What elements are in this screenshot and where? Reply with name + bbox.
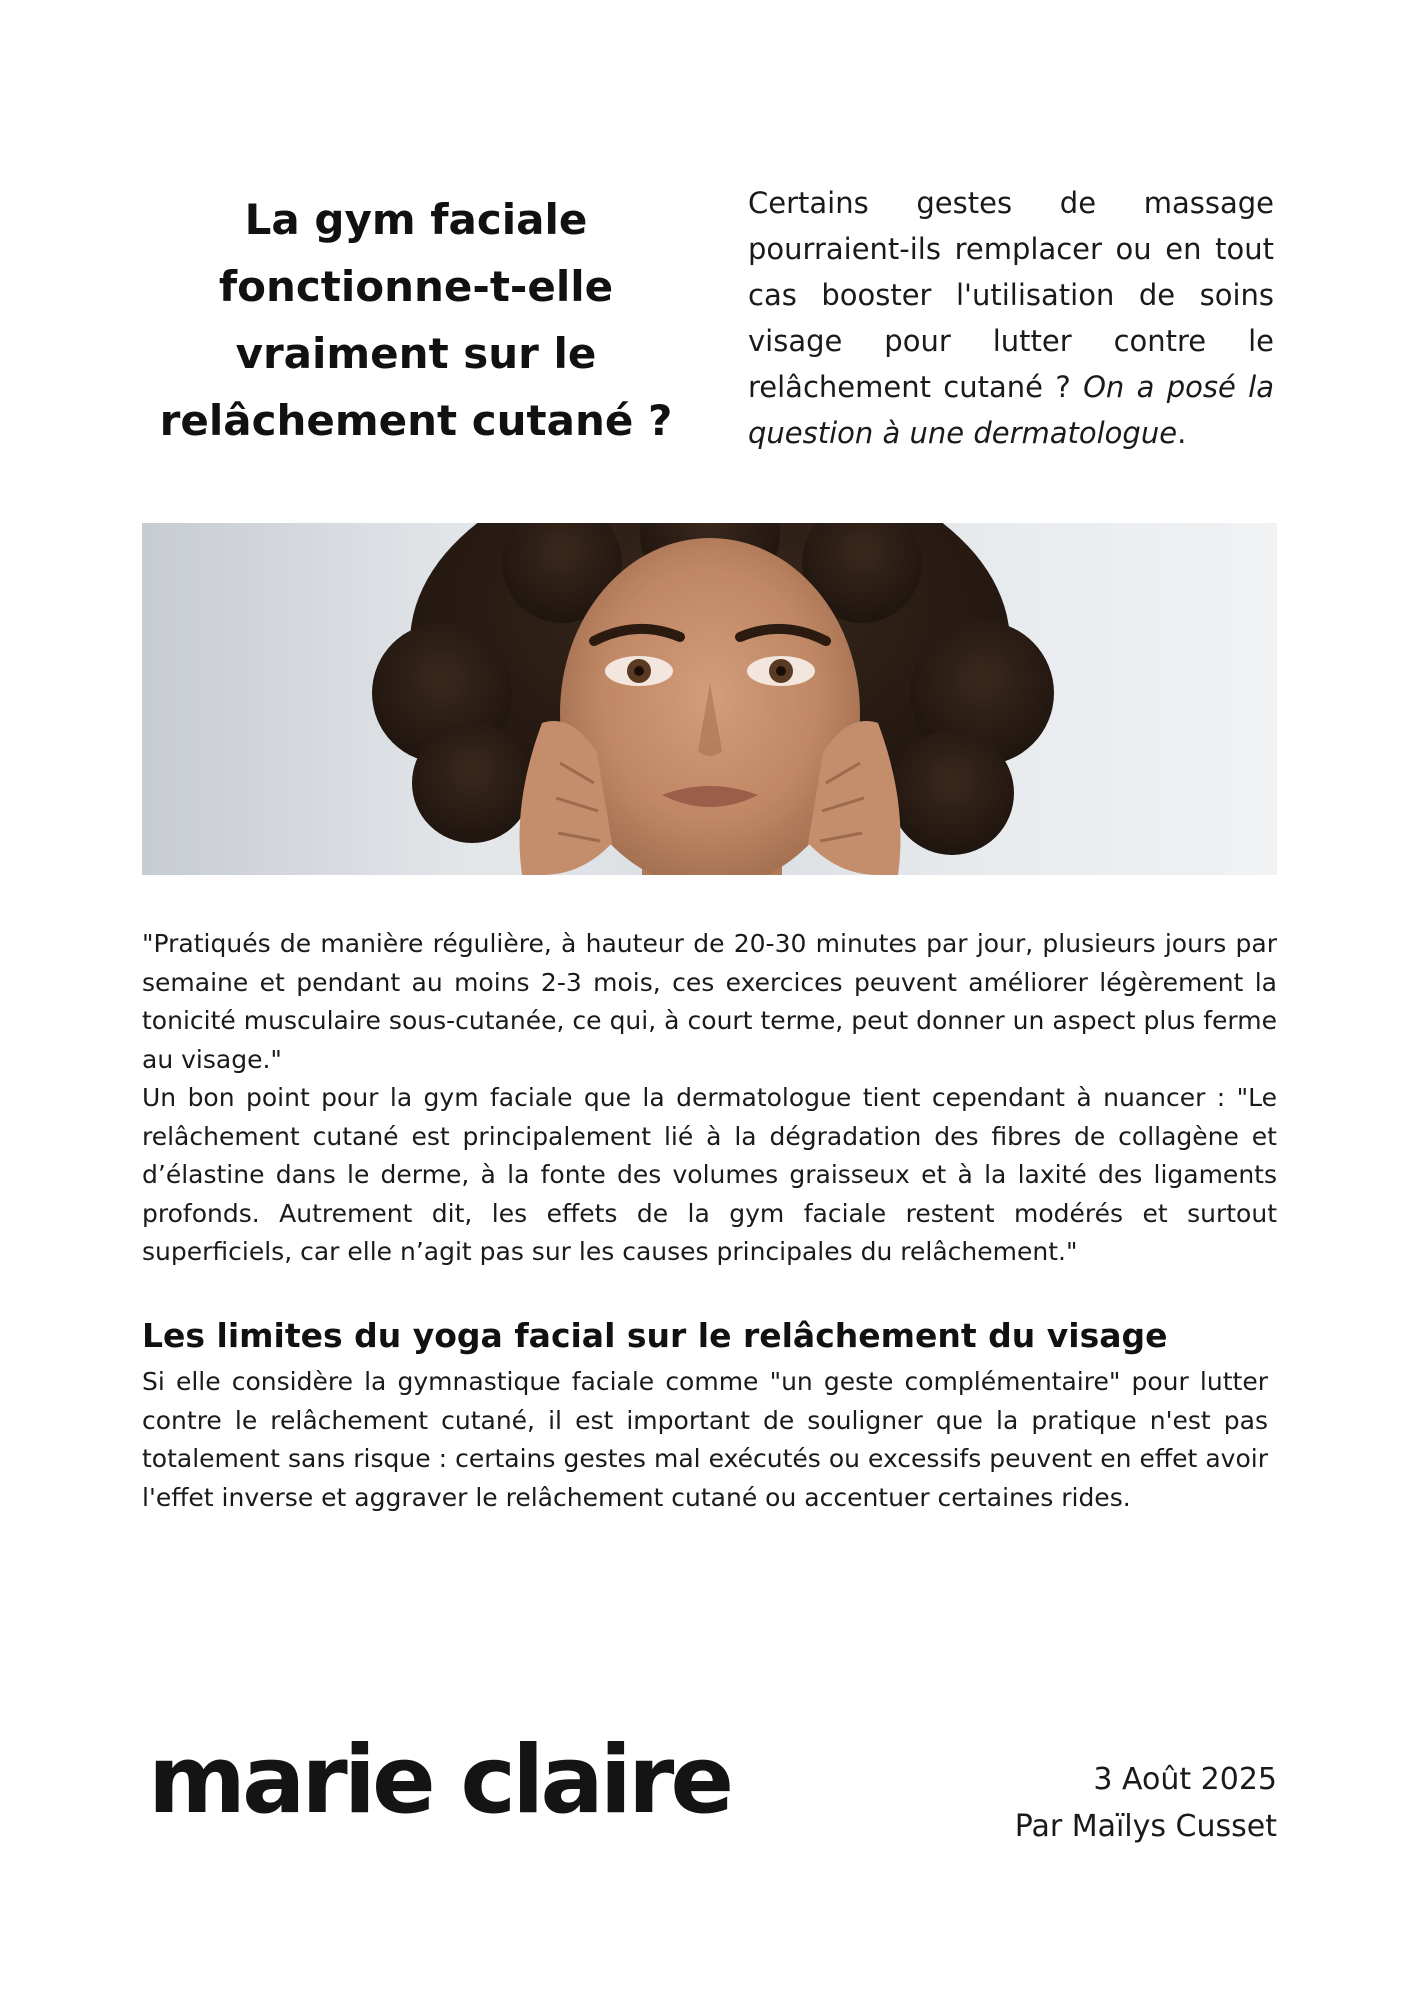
lede-end: . [1177,416,1187,450]
body-paragraph-2: Un bon point pour la gym faciale que la dermatologue tient cependant à nuancer : "Le relâchement cutané est principalement lié à la dégradation des fibres de collagène et d’élastine dans le derme, à la fonte des volumes graisseux et à la laxité des ligaments profonds. Autrement dit, les effets de la gym faciale restent modérés et surtout superficiels, car elle n’agit pas sur les causes principales du relâchement." [142,1083,1277,1266]
section-paragraph: Si elle considère la gymnastique faciale comme "un geste complémentaire" pour lutter contre le relâchement cutané, il est important de souligner que la pratique n'est pas totalement sans risque : certains gestes mal exécutés ou excessifs peuvent en effet avoir l'effet inverse et aggraver le relâchement cutané ou accentuer certaines rides. [142,1367,1268,1512]
article-title: La gym faciale fonctionne-t-elle vraiment sur le relâchement cutané ? [159,195,673,445]
lede-text: Certains gestes de massage pourraient-ils remplacer ou en tout cas booster l'utilisation de soins visage pour lutter contre le relâchement cutané ? [748,186,1274,404]
hero-photo [142,523,1277,875]
body-paragraph-1: "Pratiqués de manière régulière, à hauteur de 20-30 minutes par jour, plusieurs jours par semaine et pendant au moins 2-3 mois, ces exercices peuvent améliorer légèrement la tonicité musculaire sous-cutanée, ce qui, à court terme, peut donner un aspect plus ferme au visage." [142,929,1277,1074]
article-body [142,925,1277,1272]
section-heading: Les limites du yoga facial sur le relâchement du visage [142,1316,1168,1355]
brand-logo: marie claire [148,1726,731,1835]
lede-italic-text: On a posé la question à une dermatologue [748,370,1275,450]
article-lede [748,180,1274,456]
publication-date: 3 Août 2025 [1093,1762,1277,1797]
author-byline: Par Maïlys Cusset [1014,1809,1277,1844]
article-meta [1015,1756,1277,1850]
